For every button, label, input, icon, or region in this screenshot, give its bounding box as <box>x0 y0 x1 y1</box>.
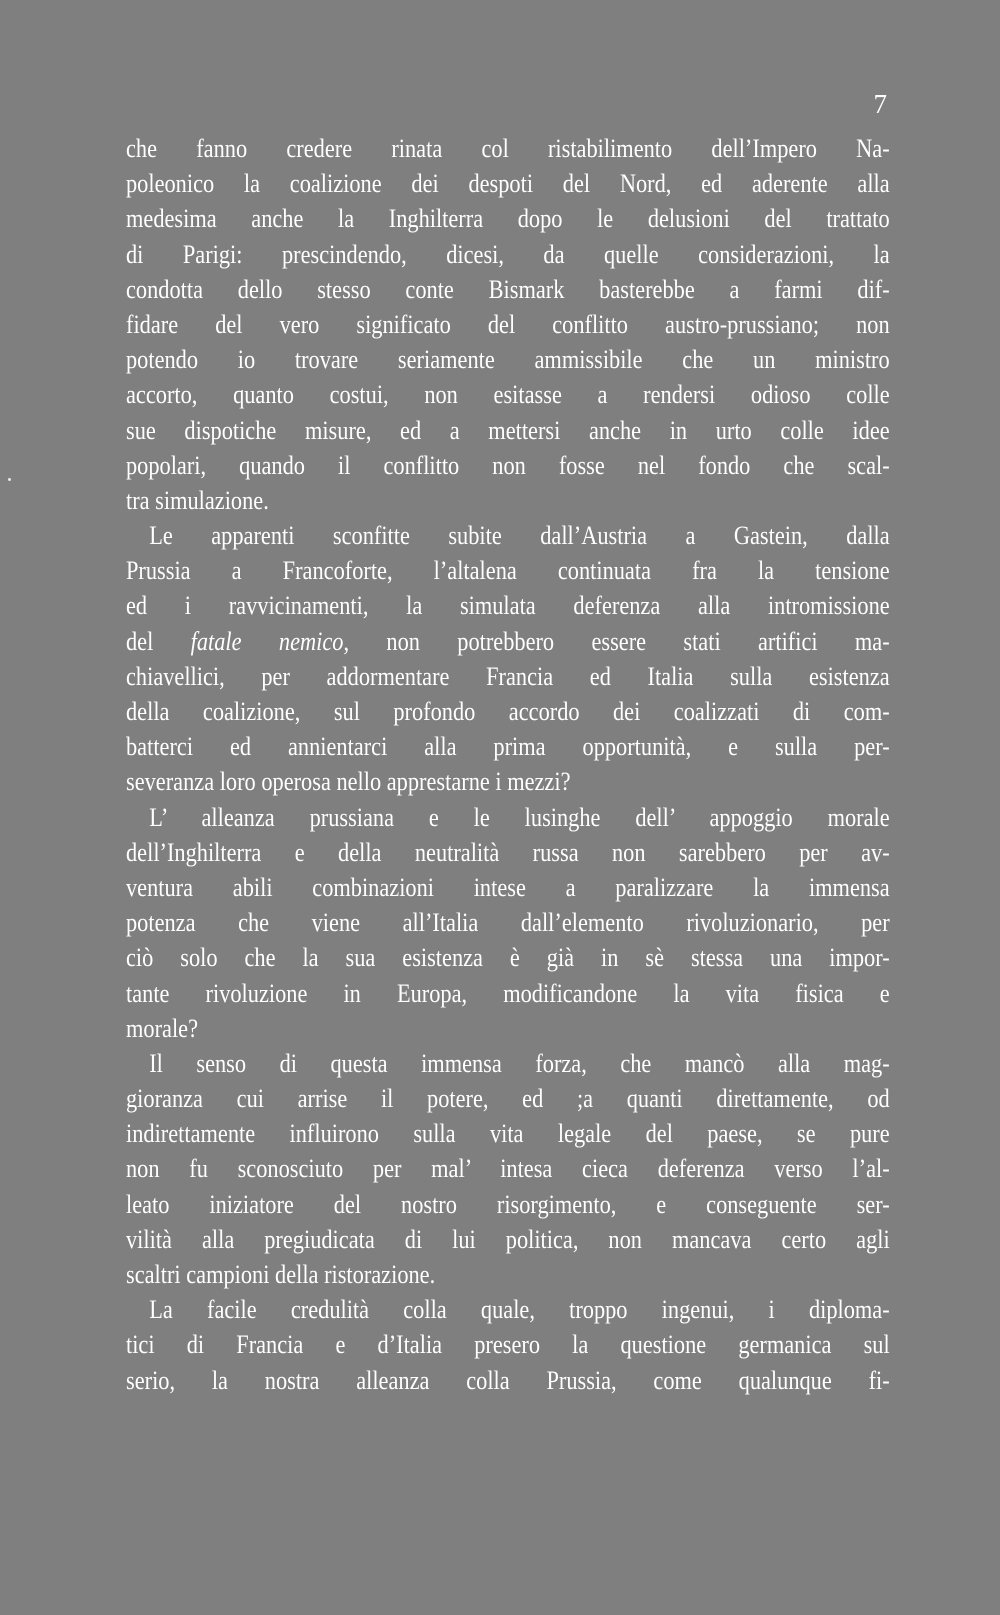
text-line: serio, la nostra alleanza colla Prussia, come qualunque fi- <box>126 1365 890 1395</box>
text-line: indirettamente influirono sulla vita legale del paese, se pure <box>126 1119 890 1149</box>
text-line: leato iniziatore del nostro risorgimento, e conseguente ser- <box>126 1189 890 1219</box>
text-line: sue dispotiche misure, ed a mettersi anche in urto colle idee <box>126 415 890 445</box>
paragraph-start-line: L’ alleanza prussiana e le lusinghe dell’ appoggio morale <box>149 802 890 832</box>
text-line: Prussia a Francoforte, l’altalena continuata fra la tensione <box>126 556 890 586</box>
text-line: severanza loro operosa nello apprestarne i mezzi? <box>126 767 571 797</box>
text-line: non fu sconosciuto per mal’ intesa cieca deferenza verso l’al- <box>126 1154 890 1184</box>
text-line: poleonico la coalizione dei despoti del Nord, ed aderente alla <box>126 169 890 199</box>
text-line: ciò solo che la sua esistenza è già in sè stessa una impor- <box>126 943 890 973</box>
text-line: potenza che viene all’Italia dall’elemento rivoluzionario, per <box>126 908 890 938</box>
text-line: ed i ravvicinamenti, la simulata deferenza alla intromissione <box>126 591 890 621</box>
text-line: medesima anche la Inghilterra dopo le delusioni del trattato <box>126 204 890 234</box>
paragraph-start-line: Le apparenti sconfitte subite dall’Austria a Gastein, dalla <box>149 521 890 551</box>
text-line: fidare del vero significato del conflitto austro-prussiano; non <box>126 309 890 339</box>
text-line: tra simulazione. <box>126 485 269 515</box>
text-line: potendo io trovare seriamente ammissibile che un ministro <box>126 345 890 375</box>
text-line: morale? <box>126 1013 199 1043</box>
text-line: condotta dello stesso conte Bismark basterebbe a farmi dif- <box>126 274 890 304</box>
text-line: tante rivoluzione in Europa, modificandone la vita fisica e <box>126 978 890 1008</box>
text-line: scaltri campioni della ristorazione. <box>126 1260 436 1289</box>
text-line: dell’Inghilterra e della neutralità russa non sarebbero per av- <box>126 837 890 867</box>
text-line: popolari, quando il conflitto non fosse nel fondo che scal- <box>126 450 890 480</box>
paragraph-start-line: Il senso di questa immensa forza, che mancò alla mag- <box>149 1048 890 1078</box>
margin-speck <box>8 478 11 481</box>
text-line: della coalizione, sul profondo accordo dei coalizzati di com- <box>126 697 890 726</box>
paragraph-start-line: La facile credulità colla quale, troppo ingenui, i diploma- <box>149 1295 890 1325</box>
text-line: gioranza cui arrise il potere, ed ;a quanti direttamente, od <box>126 1084 890 1114</box>
text-line: batterci ed annientarci alla prima opportunità, e sulla per- <box>126 732 890 762</box>
text-line: ventura abili combinazioni intese a paralizzare la immensa <box>126 872 890 902</box>
text-line: tici di Francia e d’Italia presero la questione germanica sul <box>126 1330 890 1360</box>
italic-phrase: fatale nemico <box>190 626 344 656</box>
text-line: chiavellici, per addormentare Francia ed Italia sulla esistenza <box>126 661 890 691</box>
page-body-text <box>126 131 890 1398</box>
text-line: di Parigi: prescindendo, dicesi, da quelle considerazioni, la <box>126 239 890 269</box>
text-line: che fanno credere rinata col ristabilimento dell’Impero Na- <box>126 134 890 163</box>
page-number: 7 <box>873 89 887 119</box>
text-line: vilità alla pregiudicata di lui politica, non mancava certo agli <box>126 1224 890 1254</box>
text-line-with-italics: del fatale nemico, non potrebbero essere stati artifici ma- <box>126 626 890 656</box>
text-line: accorto, quanto costui, non esitasse a rendersi odioso colle <box>126 380 890 410</box>
